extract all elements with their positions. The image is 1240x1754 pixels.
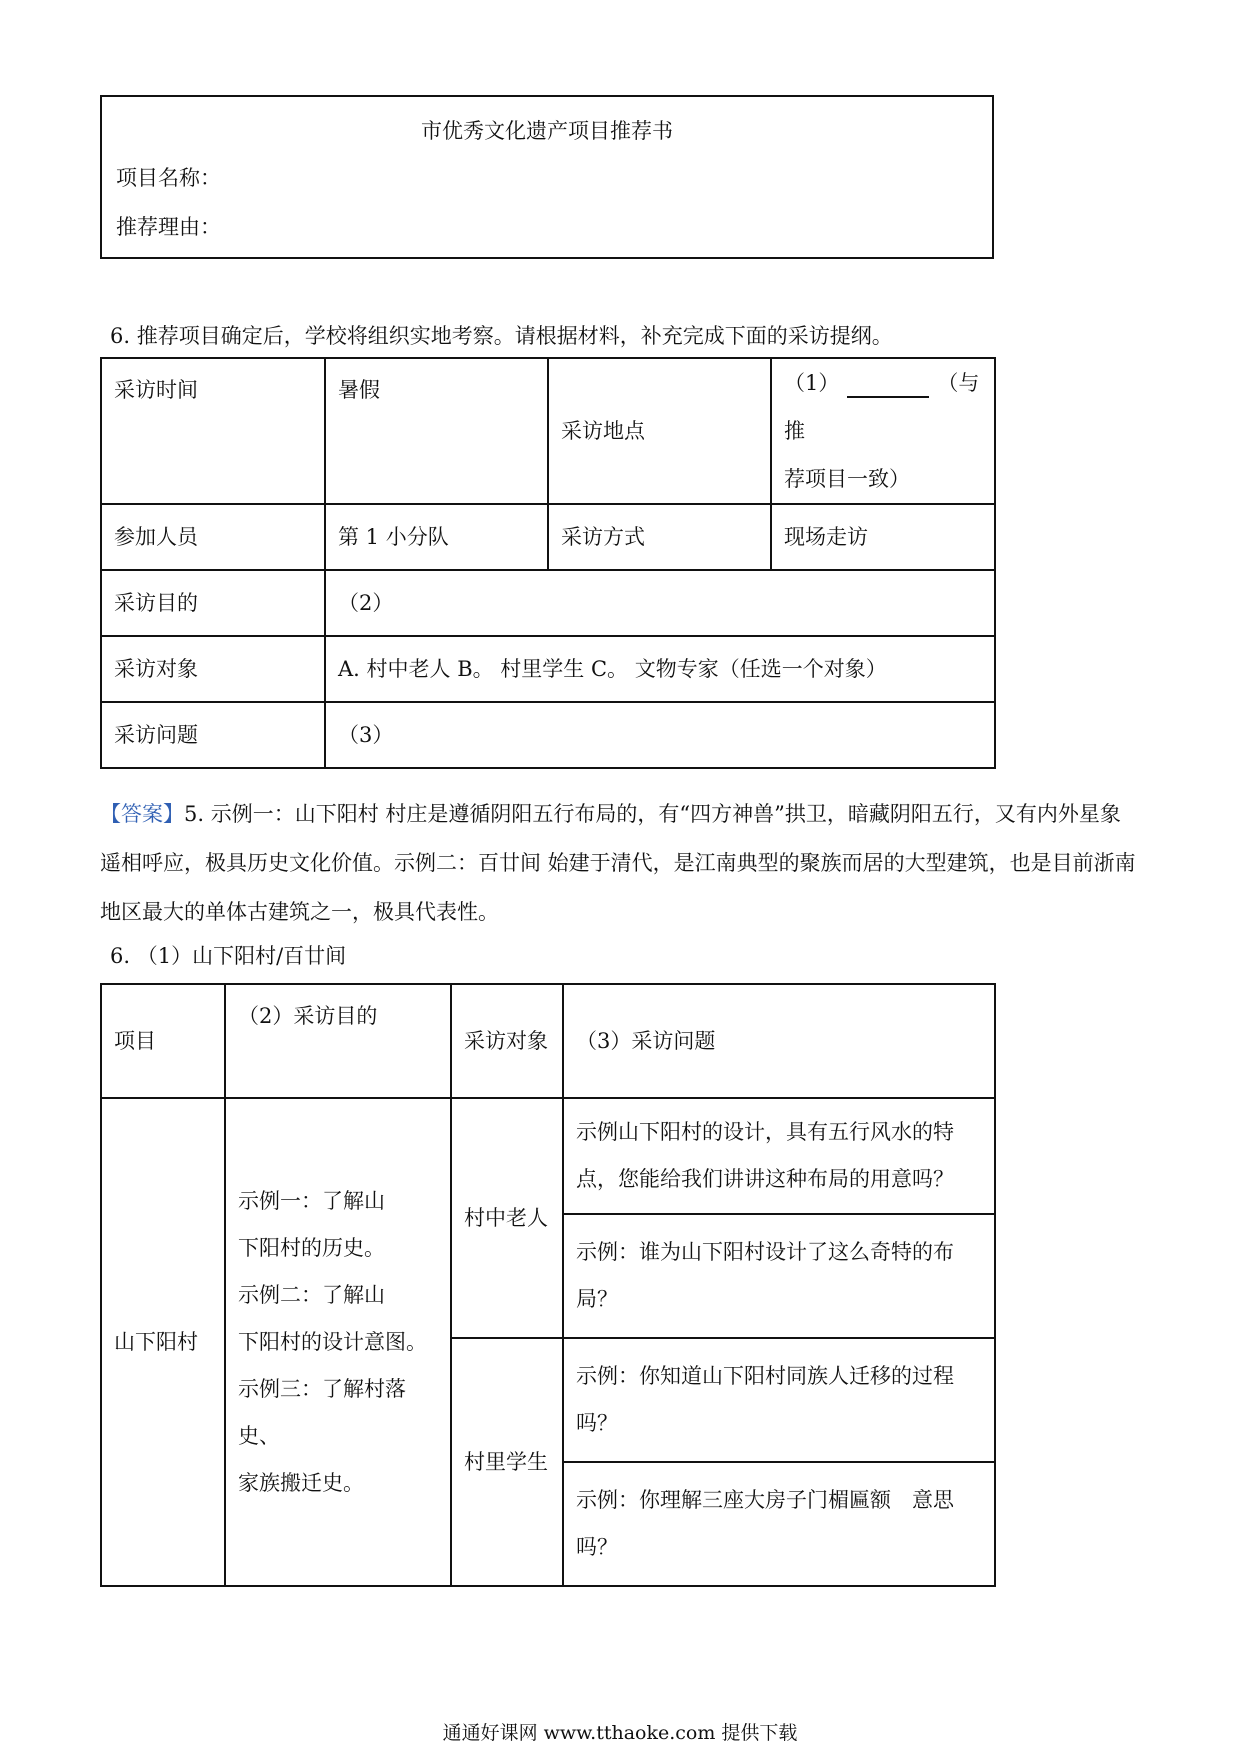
place-note-line2: 荐项目一致） [784, 467, 910, 491]
purpose-line: 示例三：了解村落史、 [238, 1376, 406, 1448]
question-cell: 示例山下阳村的设计，具有五行风水的特点，您能给我们讲讲这种布局的用意吗？ [563, 1098, 995, 1214]
purpose-line: 下阳村的历史。 [238, 1235, 385, 1260]
item-cell: 山下阳村 [101, 1098, 225, 1586]
question-value: （3） [325, 702, 995, 768]
answer-blank [847, 372, 929, 398]
purpose-line: 示例一：了解山 [238, 1188, 385, 1213]
interview-outline-table [100, 357, 996, 769]
table-row [101, 984, 995, 1098]
form-title: 市优秀文化遗产项目推荐书 [421, 119, 673, 143]
purpose-value: （2） [325, 570, 995, 636]
purpose-cell [225, 1098, 451, 1586]
purpose-line: 下阳村的设计意图。 [238, 1329, 427, 1354]
header-question: （3）采访问题 [563, 984, 995, 1098]
table-row [101, 1098, 995, 1214]
recommendation-form [100, 95, 994, 259]
header-target: 采访对象 [451, 984, 563, 1098]
place-label: 采访地点 [548, 358, 771, 504]
answer-paragraph [100, 790, 1140, 937]
purpose-line: 示例二：了解山 [238, 1282, 385, 1307]
question-label: 采访问题 [101, 702, 325, 768]
project-name-label: 项目名称： [116, 166, 221, 190]
question-cell: 示例：你知道山下阳村同族人迁移的过程吗？ [563, 1338, 995, 1462]
target-label: 采访对象 [101, 636, 325, 702]
answer-tag: 【答案】 [100, 802, 184, 826]
recommend-reason-label: 推荐理由： [116, 215, 221, 239]
target-value: A. 村中老人 B。 村里学生 C。 文物专家（任选一个对象） [325, 636, 995, 702]
answer-text: 5. 示例一：山下阳村 村庄是遵循阴阳五行布局的，有“四方神兽”拱卫，暗藏阴阳五行，又有内外星象遥相呼应，极具历史文化价值。示例二：百廿间 始建于清代，是江南典型的聚族而居的大型建筑，也是目前浙南地区最大的单体古建筑之一，极具代表性。 [100, 802, 1136, 924]
method-label: 采访方式 [548, 504, 771, 570]
header-item: 项目 [101, 984, 225, 1098]
target-student: 村里学生 [451, 1338, 563, 1586]
target-elder: 村中老人 [451, 1098, 563, 1338]
table-row [101, 358, 995, 504]
purpose-line: 家族搬迁史。 [238, 1470, 364, 1495]
page-footer: 通通好课网 www.tthaoke.com 提供下载 [442, 1722, 798, 1744]
time-value: 暑假 [325, 358, 548, 504]
header-purpose: （2）采访目的 [225, 984, 451, 1098]
place-note: （与推 [784, 371, 980, 443]
method-value: 现场走访 [771, 504, 995, 570]
table-row [101, 504, 995, 570]
table-row [101, 570, 995, 636]
question-cell: 示例：谁为山下阳村设计了这么奇特的布局？ [563, 1214, 995, 1338]
answer-6-line: 6. （1）山下阳村/百廿间 [110, 944, 347, 968]
table-row [101, 636, 995, 702]
place-value [771, 358, 995, 504]
question-6: 6. 推荐项目确定后，学校将组织实地考察。请根据材料，补充完成下面的采访提纲。 [110, 324, 893, 348]
time-label: 采访时间 [101, 358, 325, 504]
people-label: 参加人员 [101, 504, 325, 570]
people-value: 第 1 小分队 [325, 504, 548, 570]
question-cell: 示例：你理解三座大房子门楣匾额 意思吗？ [563, 1462, 995, 1586]
answer-table [100, 983, 996, 1587]
place-blank-number: （1） [784, 371, 840, 395]
table-row [101, 702, 995, 768]
purpose-label: 采访目的 [101, 570, 325, 636]
